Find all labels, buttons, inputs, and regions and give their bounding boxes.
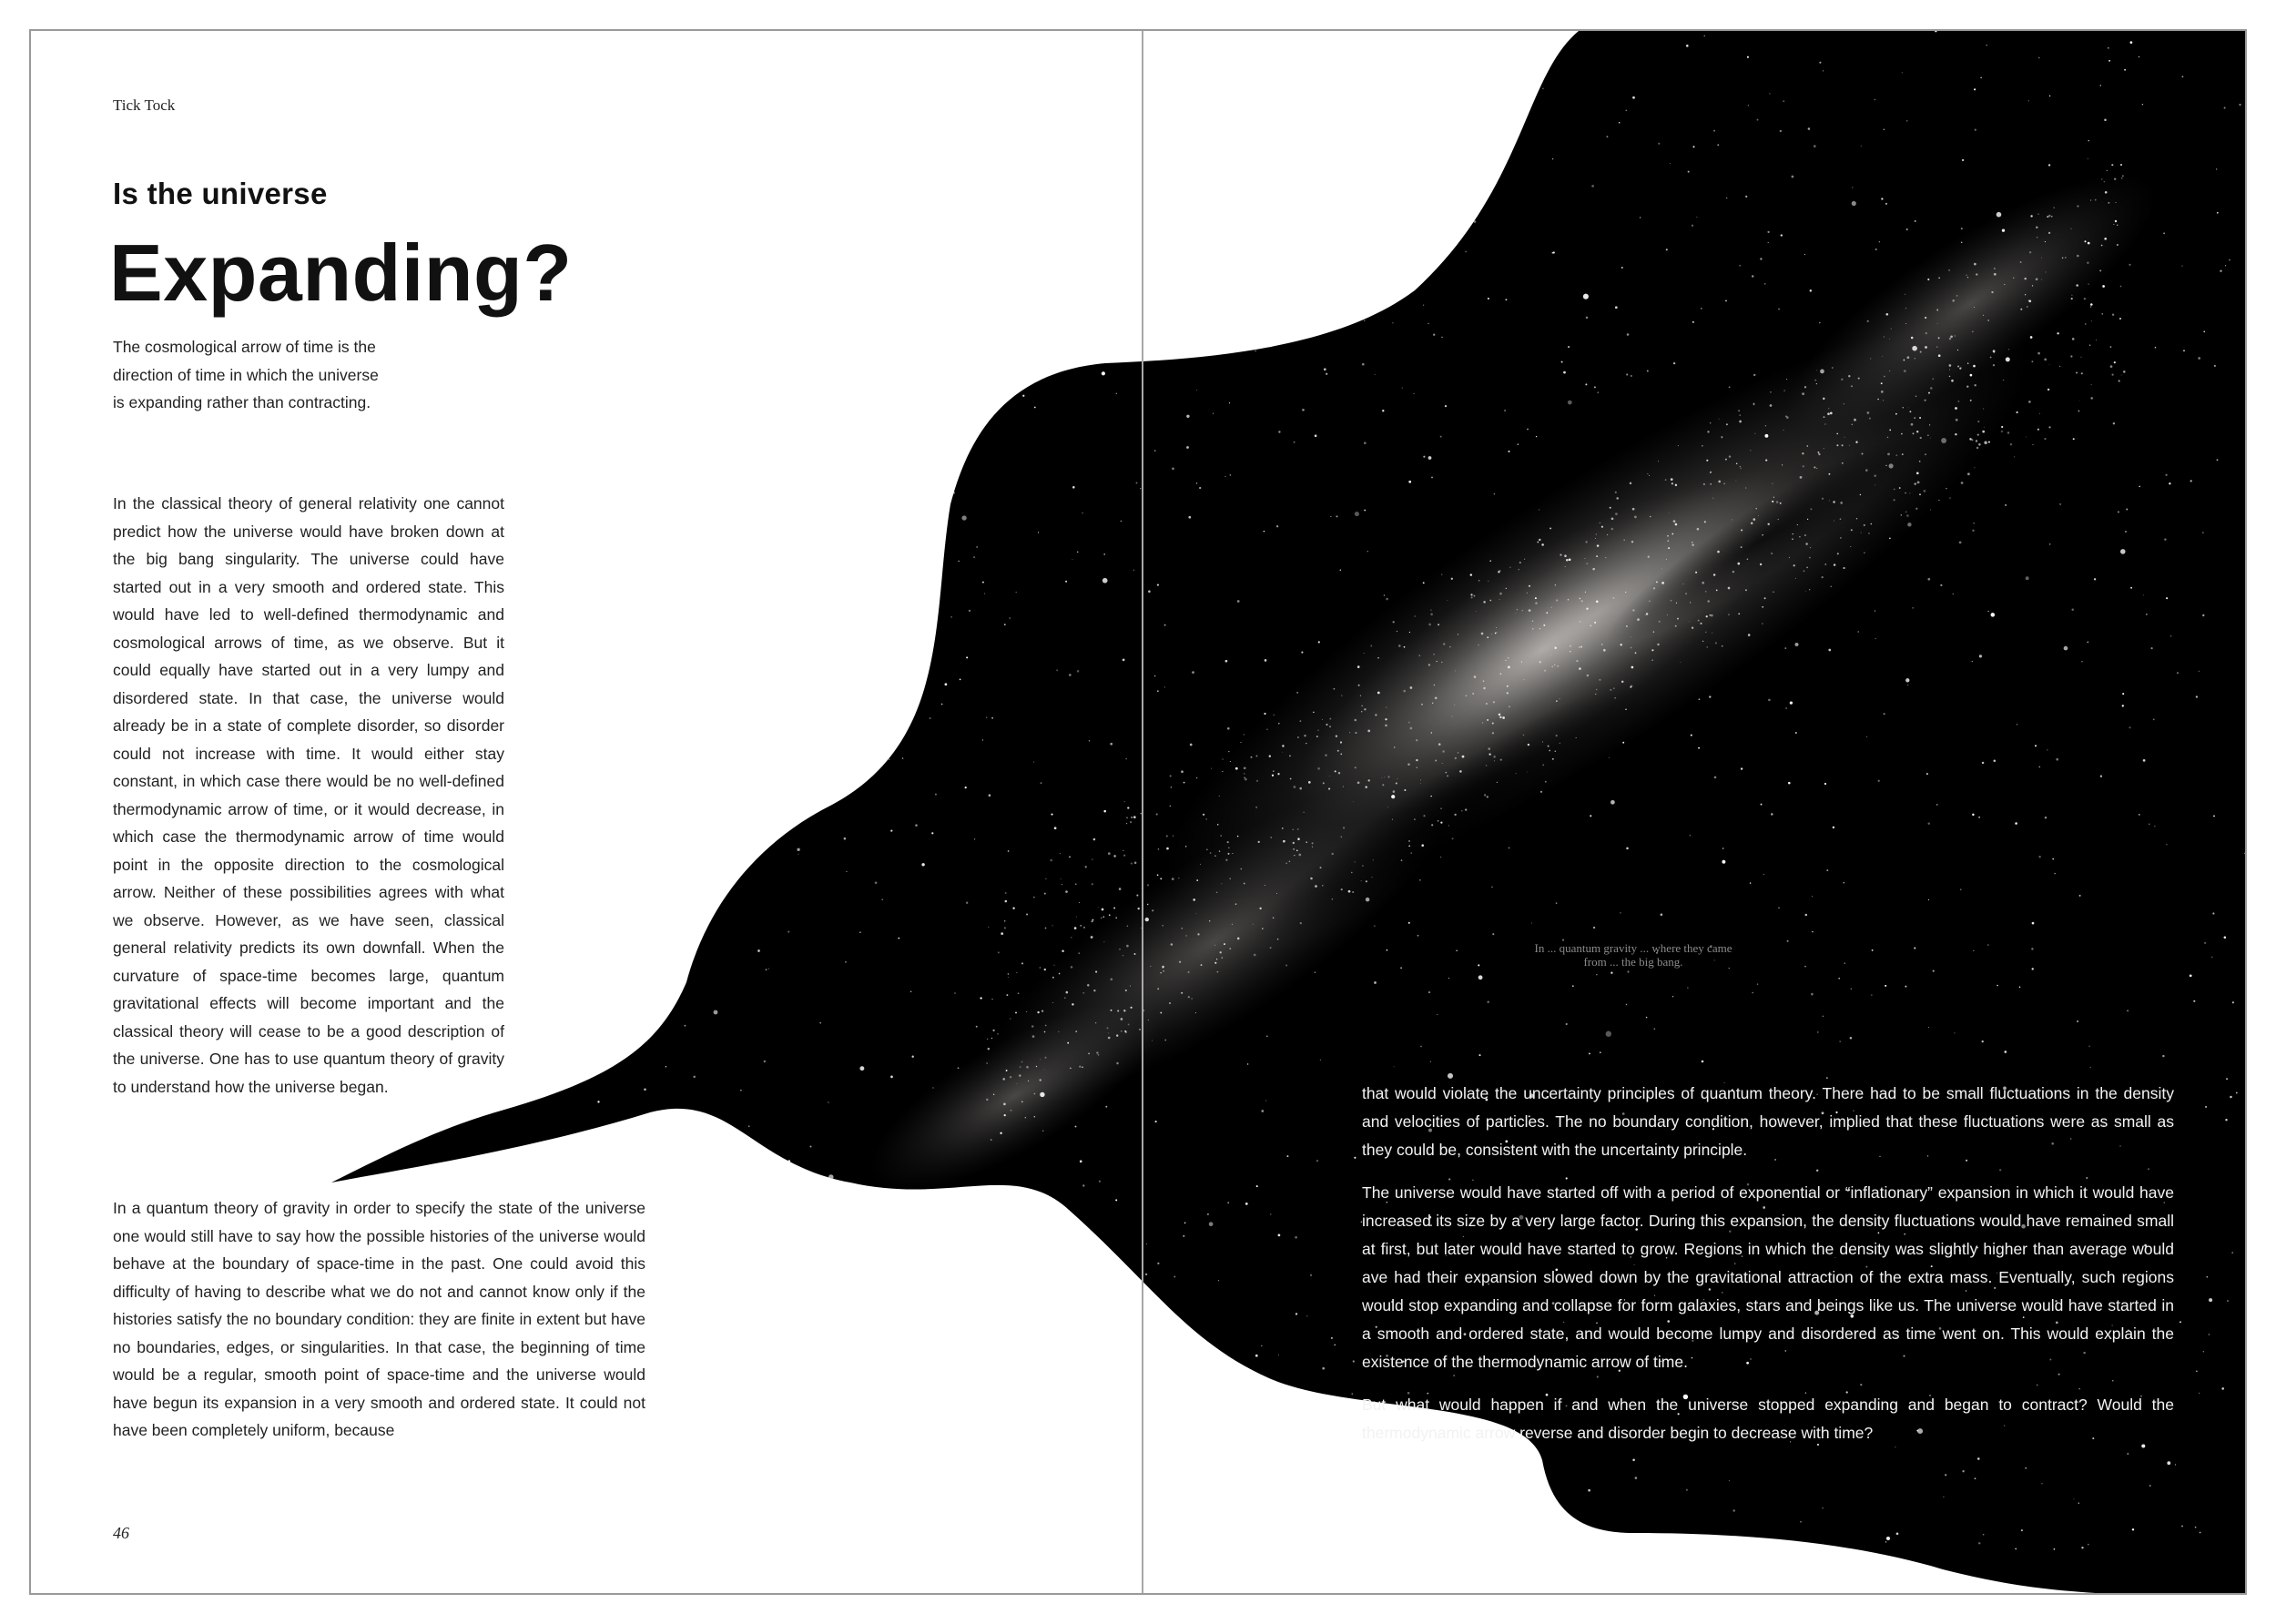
body-column-left-1: In the classical theory of general relativity one cannot predict how the universe would have broken down at the big bang singularity. The universe could have started out in a very smooth and ordered state. This would have led to well-defined thermodynamic and cosmological arrows of time, as we observe. But it could equally have started out in a very lumpy and disordered state. In that case, the universe would already be in a state of complete disorder, so disorder could not increase with time. It would either stay constant, in which case there would be no well-defined thermodynamic arrow of time, or it would decrease, in which case the thermodynamic arrow of time would point in the opposite direction to the cosmological arrow. Neither of these possibilities agrees with what we observe. However, as we have seen, classical general relativity predicts its own downfall. When the curvature of space-time becomes large, quantum gravitational effects will become important and the classical theory will cease to be a good description of the universe. One has to use quantum theory of gravity to understand how the universe began. bbox=[113, 494, 504, 1096]
spine-gutter bbox=[1142, 31, 1143, 1595]
body-paragraph-right-1: that would violate the uncertainty principles of quantum theory. There had to be small fluctuations in the density and velocities of particles. The no boundary condition, however, implied that these fluctuations were as small as they could be, consistent with the uncertainty principle. bbox=[1362, 1084, 2174, 1159]
article-headline: Expanding? bbox=[109, 228, 573, 318]
image-caption: In ... quantum gravity ... where they came from ... the big bang. bbox=[1534, 941, 1732, 969]
article-kicker: Is the universe bbox=[113, 177, 328, 210]
body-column-right bbox=[1362, 1080, 2174, 1462]
body-paragraph-right-2: The universe would have started off with a period of exponential or “inflationary” expansion in which it would have increased its size by a very large factor. During this expansion, the density fluctuations would have remained small at first, but later would have started to grow. Regions in which the density was slightly higher than average would ave had their expansion slowed down by the gravitational attraction of the extra mass. Eventually, such regions would stop expanding and collapse for form galaxies, stars and beings like us. The universe would have started in a smooth and ordered state, and would become lumpy and disordered as time went on. This would explain the existence of the thermodynamic arrow of time. bbox=[1362, 1183, 2174, 1371]
body-paragraph-right-3: But what would happen if and when the universe stopped expanding and began to contract? Would the thermodynamic arrow reverse and disorder begin to decrease with time? bbox=[1362, 1396, 2174, 1442]
running-head: Tick Tock bbox=[113, 96, 176, 114]
page-number: 46 bbox=[113, 1524, 129, 1542]
body-column-left-2: In a quantum theory of gravity in order to specify the state of the universe one would still have to say how the possible histories of the universe would behave at the boundary of space-time in the past. One could avoid this difficulty of having to describe what we do not and cannot know only if the histories satisfy the no boundary condition: they are finite in extent but have no boundaries, edges, or singularities. In that case, the beginning of time would be a regular, smooth point of space-time and the universe would have begun its expansion in a very smooth and ordered state. It could not have been completely uniform, because bbox=[113, 1199, 645, 1439]
article-lead: The cosmological arrow of time is the direction of time in which the universe is expanding rather than contracting. bbox=[113, 338, 379, 411]
magazine-spread bbox=[29, 29, 2247, 1595]
